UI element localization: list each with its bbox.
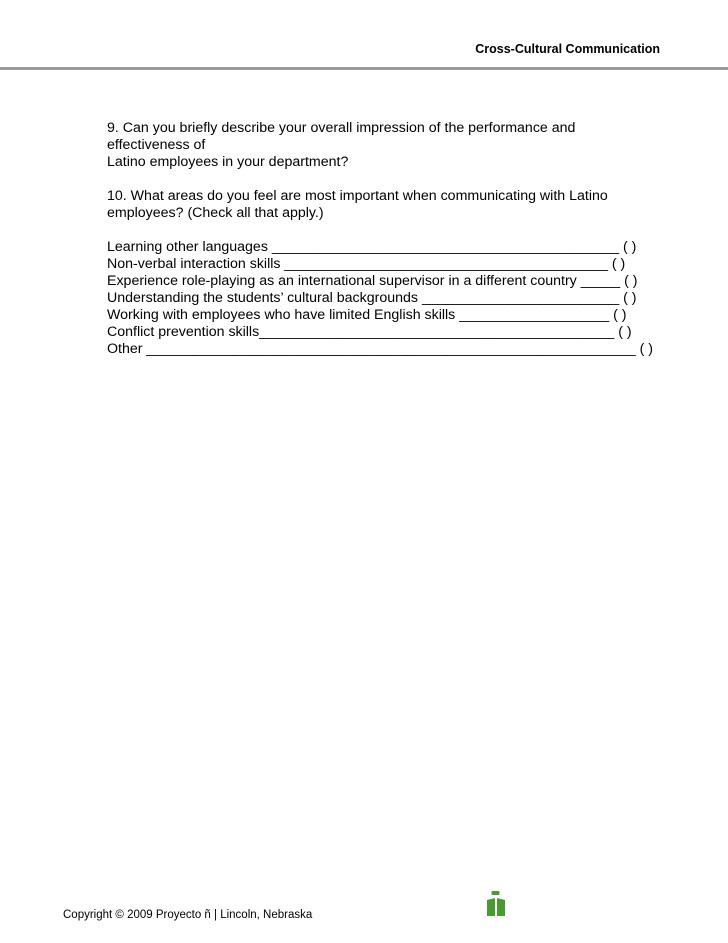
- question-9-line-2: effectiveness of: [107, 137, 206, 153]
- question-10-line-2: employees? (Check all that apply.): [107, 205, 324, 221]
- question-9-line-1: 9. Can you briefly describe your overall impression of the performance and: [107, 120, 576, 136]
- option-nonverbal-skills: Non-verbal interaction skills _________________________________________ ( ): [107, 256, 626, 272]
- footer-copyright: Copyright © 2009 Proyecto ñ | Lincoln, Nebraska: [63, 909, 313, 921]
- question-9-line-3: Latino employees in your department?: [107, 154, 349, 170]
- header-rule: [0, 67, 728, 70]
- option-list: [107, 239, 677, 358]
- option-conflict-prevention: Conflict prevention skills_____________________________________________ ( ): [107, 324, 632, 340]
- option-other: Other ______________________________________________________________ ( ): [107, 341, 653, 357]
- option-role-playing: Experience role-playing as an international supervisor in a different country _____ ( ): [107, 273, 638, 289]
- option-learning-languages: Learning other languages ____________________________________________ ( ): [107, 239, 637, 255]
- question-10-line-1: 10. What areas do you feel are most important when communicating with Latino: [107, 188, 608, 204]
- option-limited-english: Working with employees who have limited English skills ___________________ ( ): [107, 307, 627, 323]
- proyecto-n-logo-icon: [486, 891, 506, 917]
- questionnaire-body: [107, 120, 677, 358]
- option-cultural-backgrounds: Understanding the students’ cultural backgrounds _________________________ ( ): [107, 290, 637, 306]
- header-title: Cross-Cultural Communication: [475, 42, 660, 56]
